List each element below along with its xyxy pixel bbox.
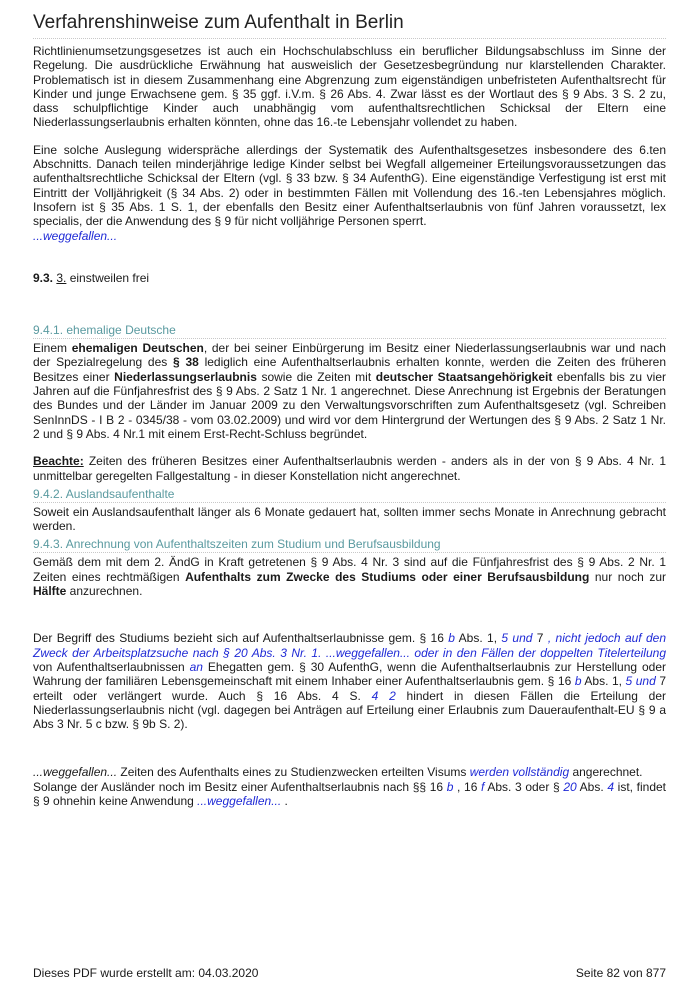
section-9-3-number: 9.3. [33, 270, 54, 285]
text-run: nur noch zur [589, 569, 666, 584]
text-run: hindert in diesen Fällen die Erteilung der Niederlassungserlaubnis nicht (vgl. dagegen bei Anträgen auf Erteilung einer Erlaubnis zum Daueraufenthalt-EU § 9 a Abs 3 Nr. 5 c bzw. § 9b S. 2). [33, 688, 666, 732]
inserted-text: 20 [563, 779, 577, 794]
text-run: Zeiten des Aufenthalts eines zu Studienzwecken erteilten Visums [117, 765, 470, 780]
inserted-text: werden vollständig [469, 765, 570, 780]
bold-run: § 38 [173, 355, 199, 370]
text-run: ebenfalls bis zu vier Jahren auf die Fünfjahresfrist des § 9 Abs. 2 Satz 1 Nr. 1 angerechnet. Diese Anrechnung ist Ergebnis der Beratungen des Bundes und der Länder im Januar 2009 zu den Verwaltungsvorschriften zum Aufenthaltsgesetz (vgl. Schreiben SenInnDS - I B 2 - 0345/38 - vom 03.02.2009) und wird vor dem Hintergrund der Wertungen des § 9 Abs. 2 Satz 1 Nr. 2 und § 9 Abs. 4 Nr.1 mit einem Erst-Recht-Schluss begründet. [33, 369, 667, 441]
text-run: Abs. 1, [454, 631, 502, 646]
section-9-4-3-paragraph-3 [33, 765, 666, 808]
footer-created-date: Dieses PDF wurde erstellt am: 04.03.2020 [33, 966, 259, 980]
inserted-text: f [481, 779, 485, 794]
document-page [33, 0, 666, 808]
removed-marker: ...weggefallen... [197, 793, 282, 808]
section-9-4-3-paragraph-1 [33, 555, 666, 598]
page-title: Verfahrenshinweise zum Aufenthalt in Berlin [33, 12, 666, 39]
intro-paragraph-2-text: Eine solche Auslegung widerspräche allerdings der Systematik des Aufenthaltsgesetzes insbesondere des 6.ten Abschnitts. Danach teilen minderjährige ledige Kinder selbst bei Wegfall allgemeiner Erteilungsvoraussetzungen das aufenthaltsrechtliche Schicksal der Eltern (vgl. § 33 bzw. § 34 AufenthG). Eine eigenständige Verfestigung ist erst mit Eintritt der Volljährigkeit (§ 34 Abs. 2) oder in bestimmten Fällen mit Vollendung des 16.-ten Lebensjahres möglich. Insofern ist § 35 Abs. 1 S. 1, der ebenfalls den Besitz einer Aufenthaltserlaubnis von fünf Jahren voraussetzt, lex specialis, der die Anwendung des § 9 für nicht volljährige Personen sperrt. [33, 142, 666, 229]
section-9-4-3-heading: 9.4.3. Anrechnung von Aufenthaltszeiten zum Studium und Berufsausbildung [33, 537, 666, 553]
text-run: Der Begriff des Studiums bezieht sich auf Aufenthaltserlaubnisse gem. § 16 [33, 631, 449, 646]
inserted-text: 5 und [501, 631, 533, 646]
section-9-3-text: einstweilen frei [69, 270, 150, 285]
section-9-4-1-paragraph [33, 341, 666, 441]
section-9-4-1-heading: 9.4.1. ehemalige Deutsche [33, 323, 666, 339]
removed-marker: ...weggefallen... [33, 765, 118, 780]
bold-run: ehemaligen Deutschen [71, 341, 204, 356]
inserted-text: , nicht jedoch auf den Zweck der Arbeitsplatzsuche nach § 20 Abs. 3 Nr. 1. ...weggefallen... oder in den Fällen der doppelten Titelerteilung [33, 631, 667, 660]
text-run: , der bei seiner Einbürgerung im Besitz einer Niederlassungserlaubnis war und nach der Spezialregelung des [33, 341, 666, 370]
text-run: 7 erteilt oder verlängert wurde. Auch § 16 Abs. 4 S. [33, 674, 666, 703]
section-9-4-1-note [33, 454, 666, 483]
intro-paragraph-2 [33, 143, 666, 243]
section-9-4-2-heading: 9.4.2. Auslandsaufenthalte [33, 487, 666, 503]
section-9-4-3-paragraph-2 [33, 631, 666, 731]
inserted-text: an [189, 659, 203, 674]
text-run: Abs. [576, 779, 608, 794]
page-footer [33, 966, 666, 980]
section-9-3 [33, 271, 666, 285]
text-run: ist, findet § 9 ohnehin keine Anwendung [33, 779, 666, 808]
text-run: von Aufenthaltserlaubnissen [33, 659, 190, 674]
bold-run: Aufenthalts zum Zwecke des Studiums oder einer Berufsausbildung [185, 569, 590, 584]
inserted-text: 4 2 [371, 688, 396, 703]
text-run: lediglich eine Aufenthaltserlaubnis erhalten konnte, werden die Zeiten des früheren Besitzes einer [33, 355, 666, 384]
text-run: . [281, 793, 288, 808]
inserted-text: 5 und [625, 674, 656, 689]
note-text: Zeiten des früheren Besitzes einer Aufenthaltserlaubnis werden - anders als in der von § 9 Abs. 4 Nr. 1 unmittelbar geregelten Fallgestaltung - in dieser Konstellation nicht angerechnet. [33, 454, 666, 483]
inserted-text: b [448, 631, 455, 646]
inserted-text: b [574, 674, 582, 689]
text-run: Abs. 3 oder § [484, 779, 564, 794]
text-run: sowie die Zeiten mit [256, 369, 376, 384]
bold-run: deutscher Staatsangehörigkeit [375, 369, 553, 384]
section-9-3-link[interactable]: 3. [56, 270, 67, 285]
text-run: Gemäß dem mit dem 2. ÄndG in Kraft getretenen § 9 Abs. 4 Nr. 3 sind auf die Fünfjahresfrist des § 9 Abs. 2 Nr. 1 Zeiten eines rechtmäßigen [33, 555, 666, 584]
text-run: Einem [33, 341, 72, 356]
text-run: angerechnet. [569, 765, 643, 780]
inserted-text: b [446, 779, 454, 794]
text-run: Abs. 1, [581, 674, 626, 689]
section-9-4-2-paragraph: Soweit ein Auslandsaufenthalt länger als 6 Monate gedauert hat, sollten immer sechs Monate in Anrechnung gebracht werden. [33, 504, 666, 534]
bold-run: Niederlassungserlaubnis [114, 369, 257, 384]
footer-page-number: Seite 82 von 877 [575, 966, 666, 980]
inserted-text: 4 [607, 779, 615, 794]
note-label: Beachte: [33, 454, 84, 469]
text-run: Ehegatten gem. § 30 AufenthG, wenn die Aufenthaltserlaubnis zur Herstellung oder Wahrung der familiären Lebensgemeinschaft mit einem Inhaber einer Aufenthaltserlaubnis gem. § 16 [33, 659, 666, 689]
removed-marker: ...weggefallen... [33, 228, 118, 243]
text-run: Solange der Ausländer noch im Besitz einer Aufenthaltserlaubnis nach §§ 16 [33, 779, 447, 794]
text-run: 7 [532, 631, 548, 646]
text-run: anzurechnen. [66, 584, 143, 599]
text-run: , 16 [453, 779, 482, 794]
intro-paragraph-1: Richtlinienumsetzungsgesetzes ist auch ein Hochschulabschluss ein beruflicher Bildungsabschluss im Sinne der Regelung. Die ausdrückliche Erwähnung hat ausweislich der Gesetzesbegründung nur klarstellenden Charakter. Problematisch ist in diesem Zusammenhang eine Abgrenzung zum eigenständigen unbefristeten Aufenthaltsrecht für Kinder und junge Erwachsene gem. § 35 ggf. i.V.m. § 26 Abs. 4. Zwar lässt es der Wortlaut des § 9 Abs. 3 S. 2 zu, dass schulpflichtige Kinder auch unabhängig vom aufenthaltsrechtlichen Schicksal der Eltern eine Niederlassungserlaubnis erhalten könnten, ohne das 16.-te Lebensjahr vollendet zu haben. [33, 44, 666, 130]
bold-run: Hälfte [33, 584, 67, 599]
